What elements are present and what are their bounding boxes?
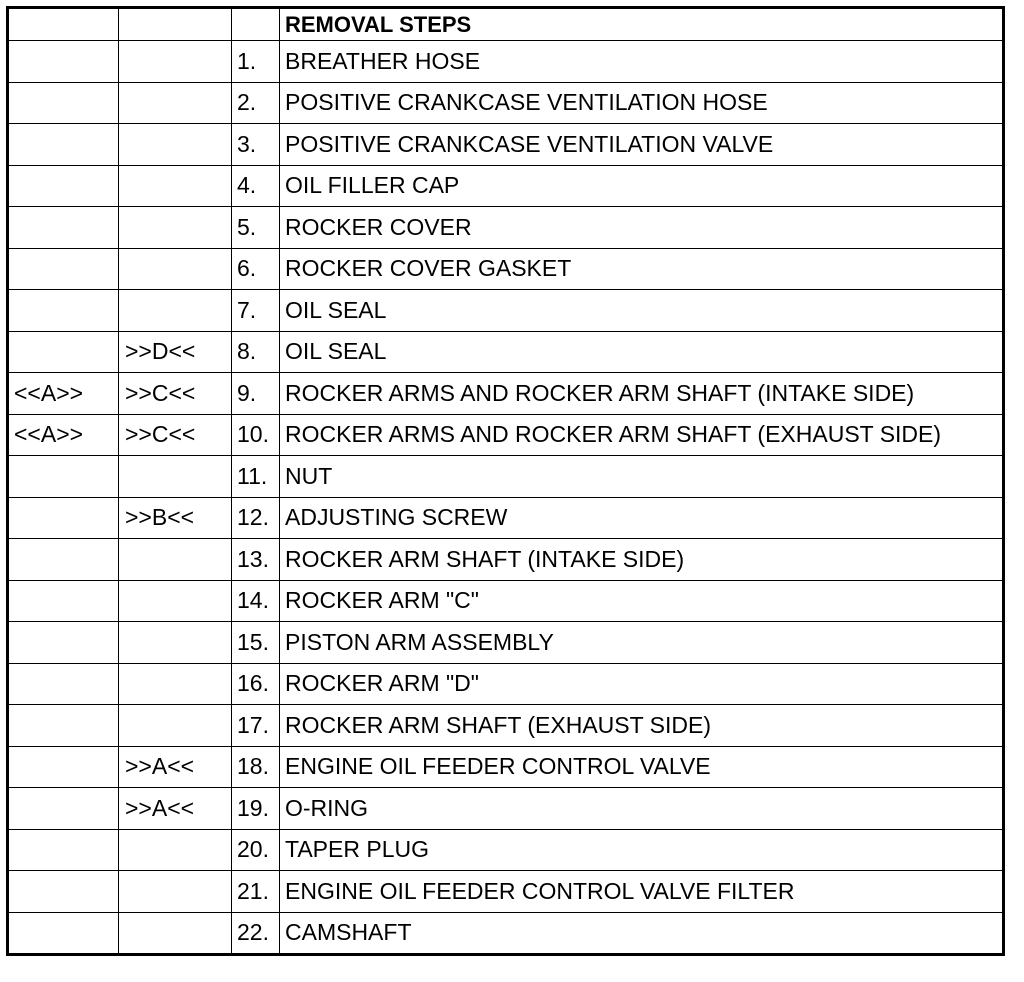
table-row (8, 331, 1004, 373)
step-description-cell: ENGINE OIL FEEDER CONTROL VALVE FILTER (280, 871, 1004, 913)
step-number-cell: 6. (232, 248, 280, 290)
step-description-cell: ROCKER ARMS AND ROCKER ARM SHAFT (INTAKE SIDE) (280, 373, 1004, 415)
removal-ref-cell (119, 705, 232, 747)
table-row (8, 373, 1004, 415)
installation-ref-cell (8, 207, 119, 249)
installation-ref-cell (8, 622, 119, 664)
step-description-cell: ROCKER COVER GASKET (280, 248, 1004, 290)
removal-ref-cell (119, 622, 232, 664)
removal-ref-cell: >>C<< (119, 414, 232, 456)
step-description-cell: POSITIVE CRANKCASE VENTILATION HOSE (280, 82, 1004, 124)
removal-ref-cell: >>C<< (119, 373, 232, 415)
header-cell-installation-ref (8, 8, 119, 41)
table-row (8, 290, 1004, 332)
step-description-cell: ROCKER ARM SHAFT (INTAKE SIDE) (280, 539, 1004, 581)
step-number-cell: 20. (232, 829, 280, 871)
installation-ref-cell (8, 663, 119, 705)
step-description-cell: ROCKER ARMS AND ROCKER ARM SHAFT (EXHAUST SIDE) (280, 414, 1004, 456)
step-description-cell: O-RING (280, 788, 1004, 830)
removal-ref-cell: >>D<< (119, 331, 232, 373)
installation-ref-cell (8, 497, 119, 539)
table-row (8, 165, 1004, 207)
installation-ref-cell (8, 331, 119, 373)
removal-ref-cell (119, 248, 232, 290)
installation-ref-cell (8, 41, 119, 83)
step-number-cell: 4. (232, 165, 280, 207)
table-row (8, 705, 1004, 747)
table-row (8, 622, 1004, 664)
removal-ref-cell (119, 580, 232, 622)
removal-ref-cell (119, 663, 232, 705)
step-description-cell: OIL SEAL (280, 331, 1004, 373)
step-number-cell: 21. (232, 871, 280, 913)
installation-ref-cell (8, 871, 119, 913)
step-number-cell: 7. (232, 290, 280, 332)
step-description-cell: TAPER PLUG (280, 829, 1004, 871)
removal-ref-cell (119, 871, 232, 913)
installation-ref-cell (8, 124, 119, 166)
table-row (8, 829, 1004, 871)
step-number-cell: 18. (232, 746, 280, 788)
installation-ref-cell (8, 912, 119, 955)
installation-ref-cell (8, 829, 119, 871)
removal-ref-cell (119, 290, 232, 332)
step-number-cell: 2. (232, 82, 280, 124)
header-cell-title (280, 8, 1004, 41)
installation-ref-cell (8, 165, 119, 207)
step-number-cell: 8. (232, 331, 280, 373)
step-description-cell: CAMSHAFT (280, 912, 1004, 955)
removal-ref-cell: >>B<< (119, 497, 232, 539)
table-row (8, 41, 1004, 83)
installation-ref-cell (8, 456, 119, 498)
step-number-cell: 1. (232, 41, 280, 83)
removal-steps-table-body (8, 8, 1004, 955)
header-cell-removal-ref (119, 8, 232, 41)
table-row (8, 124, 1004, 166)
step-description-cell: ROCKER ARM "D" (280, 663, 1004, 705)
step-description-cell: OIL FILLER CAP (280, 165, 1004, 207)
step-description-cell: ADJUSTING SCREW (280, 497, 1004, 539)
step-number-cell: 16. (232, 663, 280, 705)
header-cell-step-number (232, 8, 280, 41)
step-number-cell: 10. (232, 414, 280, 456)
step-number-cell: 17. (232, 705, 280, 747)
table-row (8, 539, 1004, 581)
step-description-cell: ENGINE OIL FEEDER CONTROL VALVE (280, 746, 1004, 788)
installation-ref-cell (8, 82, 119, 124)
table-header-row (8, 8, 1004, 41)
removal-ref-cell (119, 41, 232, 83)
table-row (8, 456, 1004, 498)
step-description-cell: ROCKER COVER (280, 207, 1004, 249)
step-description-cell: POSITIVE CRANKCASE VENTILATION VALVE (280, 124, 1004, 166)
installation-ref-cell (8, 788, 119, 830)
installation-ref-cell (8, 746, 119, 788)
table-row (8, 746, 1004, 788)
installation-ref-cell (8, 290, 119, 332)
table-row (8, 414, 1004, 456)
installation-ref-cell (8, 705, 119, 747)
installation-ref-cell (8, 580, 119, 622)
installation-ref-cell: <<A>> (8, 373, 119, 415)
step-number-cell: 9. (232, 373, 280, 415)
step-description-cell: ROCKER ARM "C" (280, 580, 1004, 622)
table-row (8, 497, 1004, 539)
removal-ref-cell (119, 456, 232, 498)
step-description-cell: ROCKER ARM SHAFT (EXHAUST SIDE) (280, 705, 1004, 747)
installation-ref-cell: <<A>> (8, 414, 119, 456)
removal-steps-heading: REMOVAL STEPS (285, 12, 472, 37)
table-row (8, 912, 1004, 955)
table-row (8, 871, 1004, 913)
step-description-cell: NUT (280, 456, 1004, 498)
step-number-cell: 5. (232, 207, 280, 249)
step-number-cell: 22. (232, 912, 280, 955)
table-row (8, 82, 1004, 124)
removal-ref-cell (119, 829, 232, 871)
removal-ref-cell: >>A<< (119, 788, 232, 830)
table-row (8, 788, 1004, 830)
removal-ref-cell: >>A<< (119, 746, 232, 788)
step-number-cell: 13. (232, 539, 280, 581)
removal-steps-table-container (6, 6, 1005, 956)
table-row (8, 580, 1004, 622)
step-number-cell: 15. (232, 622, 280, 664)
removal-ref-cell (119, 82, 232, 124)
removal-steps-table (6, 6, 1005, 956)
table-row (8, 248, 1004, 290)
step-number-cell: 19. (232, 788, 280, 830)
table-row (8, 663, 1004, 705)
removal-ref-cell (119, 124, 232, 166)
removal-ref-cell (119, 539, 232, 581)
step-description-cell: PISTON ARM ASSEMBLY (280, 622, 1004, 664)
step-number-cell: 14. (232, 580, 280, 622)
step-number-cell: 11. (232, 456, 280, 498)
step-number-cell: 3. (232, 124, 280, 166)
step-description-cell: BREATHER HOSE (280, 41, 1004, 83)
removal-ref-cell (119, 912, 232, 955)
removal-ref-cell (119, 165, 232, 207)
step-description-cell: OIL SEAL (280, 290, 1004, 332)
installation-ref-cell (8, 248, 119, 290)
step-number-cell: 12. (232, 497, 280, 539)
table-row (8, 207, 1004, 249)
removal-ref-cell (119, 207, 232, 249)
installation-ref-cell (8, 539, 119, 581)
